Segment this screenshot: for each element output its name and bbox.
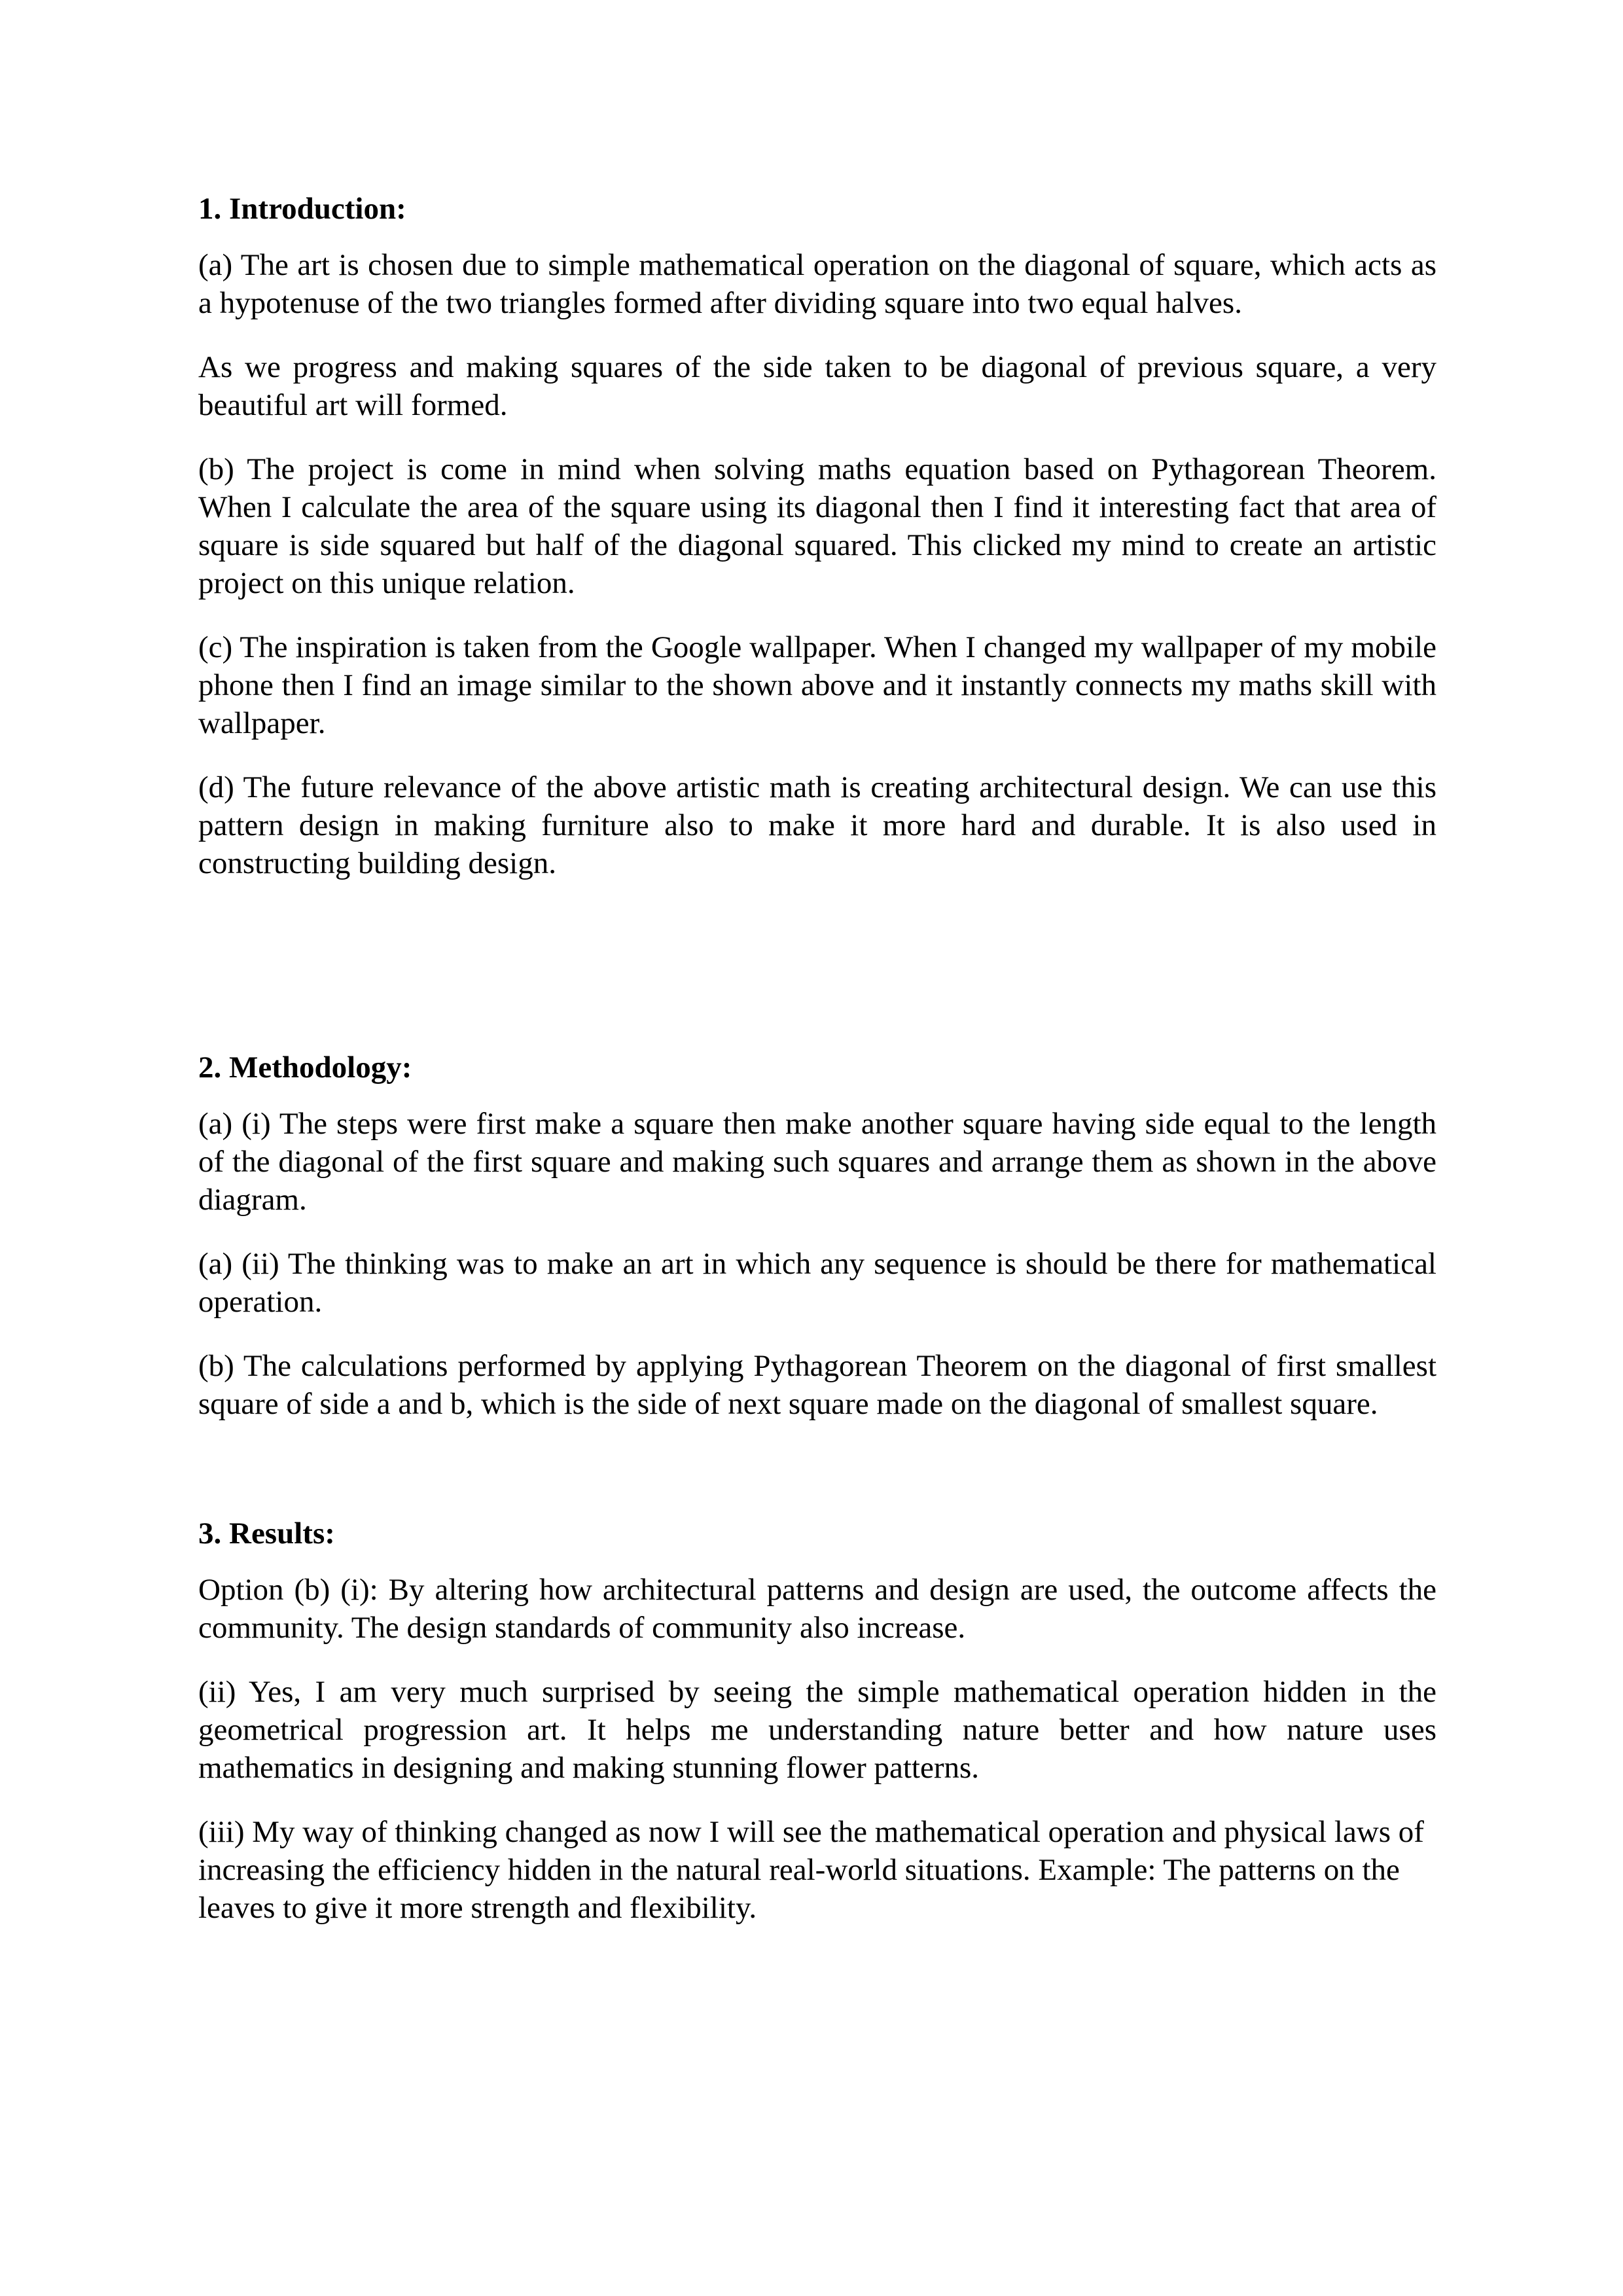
document-page (198, 190, 1436, 1953)
introduction-paragraph-b: (b) The project is come in mind when solving maths equation based on Pythagorean Theorem. When I calculate the area of the square using its diagonal then I find it interesting fact that area of square is side squared but half of the diagonal squared. This clicked my mind to create an artistic project on this unique relation. (198, 452, 1436, 600)
methodology-paragraph-a-ii: (a) (ii) The thinking was to make an art in which any sequence is should be there for mathematical operation. (198, 1247, 1436, 1319)
results-paragraph-b-i: Option (b) (i): By altering how architectural patterns and design are used, the outcome affects the community. The design standards of community also increase. (198, 1573, 1436, 1645)
results-paragraph-ii: (ii) Yes, I am very much surprised by seeing the simple mathematical operation hidden in the geometrical progression art. It helps me understanding nature better and how nature uses mathematics in designing and making stunning flower patterns. (198, 1675, 1436, 1785)
methodology-heading: 2. Methodology: (198, 1050, 412, 1085)
introduction-heading: 1. Introduction: (198, 192, 406, 226)
introduction-paragraph-a: (a) The art is chosen due to simple mathematical operation on the diagonal of square, which acts as a hypotenuse of the two triangles formed after dividing square into two equal halves. (198, 248, 1436, 320)
methodology-paragraph-b: (b) The calculations performed by applying Pythagorean Theorem on the diagonal of first smallest square of side a and b, which is the side of next square made on the diagonal of smallest square. (198, 1349, 1436, 1421)
results-heading: 3. Results: (198, 1516, 335, 1551)
methodology-paragraph-a-i: (a) (i) The steps were first make a square then make another square having side equal to the length of the diagonal of the first square and making such squares and arrange them as shown in the above diagram. (198, 1107, 1436, 1217)
results-paragraph-iii: (iii) My way of thinking changed as now I will see the mathematical operation and physical laws of increasing the efficiency hidden in the natural real-world situations. Example: The patterns on the leaves to give it more strength and flexibility. (198, 1815, 1424, 1925)
introduction-section (198, 190, 1436, 882)
introduction-paragraph-c: (c) The inspiration is taken from the Google wallpaper. When I changed my wallpaper of my mobile phone then I find an image similar to the shown above and it instantly connects my maths skill with wallpaper. (198, 630, 1436, 740)
methodology-section (198, 1049, 1436, 1423)
introduction-paragraph-progress: As we progress and making squares of the side taken to be diagonal of previous square, a very beautiful art will formed. (198, 350, 1436, 422)
introduction-paragraph-d: (d) The future relevance of the above artistic math is creating architectural design. We can use this pattern design in making furniture also to make it more hard and durable. It is also used in constructing building design. (198, 770, 1436, 880)
results-section (198, 1515, 1436, 1927)
